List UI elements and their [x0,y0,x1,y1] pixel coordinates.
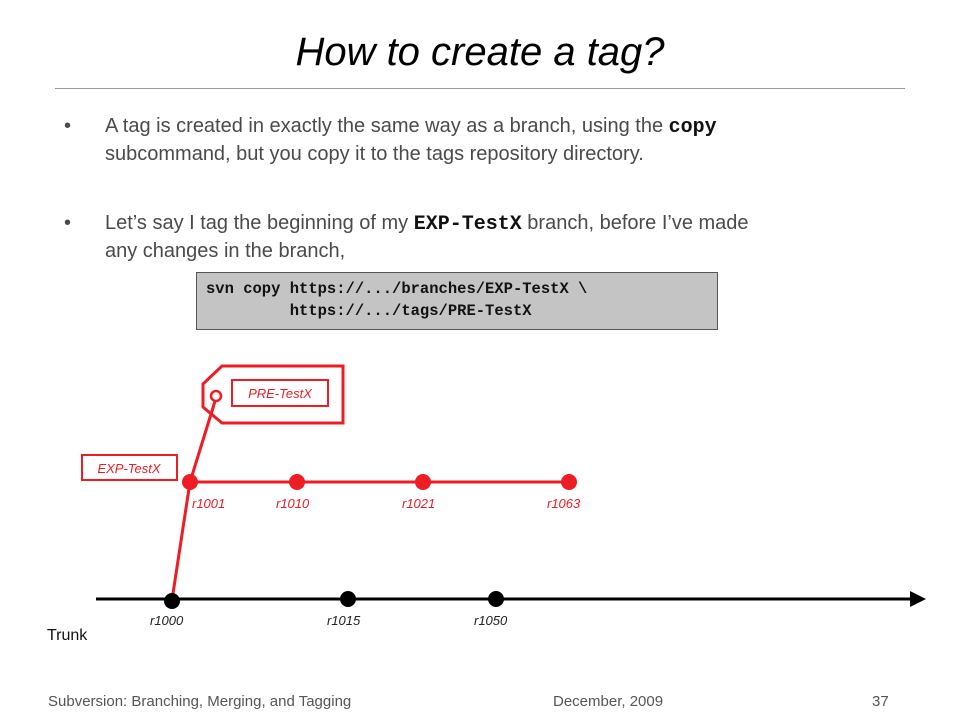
page-number: 37 [872,693,889,710]
branch-node-r1001 [182,474,198,490]
bullet-2-text-post: branch, before I’ve made [521,212,749,234]
branch-rev-label: r1021 [402,496,436,511]
branch-rev-label: r1063 [547,496,581,511]
bullet-2-line2: any changes in the branch, [105,240,346,262]
tag-hole [211,391,221,401]
bullet-1-line2: subcommand, but you copy it to the tags repository directory. [105,143,644,165]
bullet-2-code: EXP-TestX [413,213,522,236]
bullet-dot: • [64,115,72,137]
bullet-2-text: Let’s say I tag the beginning of my [105,212,414,234]
slide-title: How to create a tag? [295,30,665,74]
trunk-label: Trunk [47,627,88,644]
branch-node-r1021 [415,474,431,490]
trunk-node-r1050 [488,591,504,607]
code-line-2: https://.../tags/PRE-TestX [206,302,532,320]
bullet-1-text: A tag is created in exactly the same way as a branch, using the [105,115,669,137]
trunk-rev-label: r1000 [150,613,184,628]
trunk-rev-label: r1015 [327,613,361,628]
branch-rev-label: r1010 [276,496,310,511]
branch-node-r1063 [561,474,577,490]
branch-label: EXP-TestX [97,461,161,476]
code-line-1: svn copy https://.../branches/EXP-TestX \ [206,280,588,298]
branch-rev-label: r1001 [192,496,226,511]
trunk-node-r1000 [164,593,180,609]
branch-node-r1010 [289,474,305,490]
tag-link-line [190,398,216,482]
footer-date: December, 2009 [553,693,664,710]
footer-title: Subversion: Branching, Merging, and Tagging [48,693,352,710]
trunk-rev-label: r1050 [474,613,508,628]
trunk-arrowhead [910,591,926,607]
bullet-1-code: copy [668,116,717,139]
trunk-node-r1015 [340,591,356,607]
branch-from-trunk-line [172,482,190,600]
tag-label: PRE-TestX [248,386,312,401]
bullet-dot: • [64,212,72,234]
